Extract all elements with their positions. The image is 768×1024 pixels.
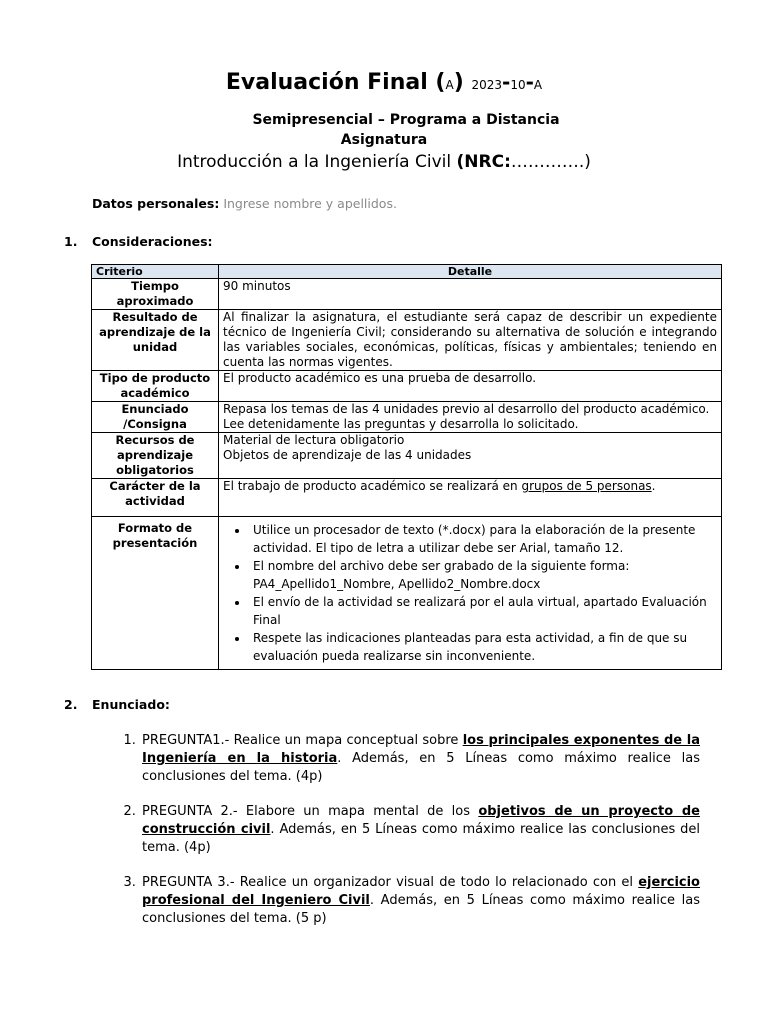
table-row [92,479,722,517]
detalle-cell [219,433,722,479]
detalle-text: . [651,479,656,493]
table-row [92,310,722,371]
nrc-label: (NRC: [456,152,511,172]
criterio-cell: Tipo de producto académico [92,371,219,402]
list-item: • Respete las indicaciones planteadas para esta actividad, a fin de que su evaluación pueda realizarse sin inconveniente. [249,629,717,665]
detalle-cell [219,402,722,433]
question-text: . Además, en 5 Líneas como máximo realice las conclusiones del tema. (4p) [142,822,700,855]
title-variant: A [445,78,454,92]
title-separator: - [525,70,534,94]
course-title [0,152,768,172]
section-title: Enunciado: [92,697,170,712]
column-header-detalle: Detalle [219,265,722,279]
detalle-line: Objetos de aprendizaje de las 4 unidades [223,448,472,462]
question-item [140,732,700,786]
detalle-cell [219,479,722,517]
title-main: Evaluación Final ( [225,70,446,95]
detalle-cell: Al finalizar la asignatura, el estudiante será capaz de describir un expediente técnico de Ingeniería Civil; considerando su alternativa de solución e integrando las variables sociales, económicas, políticas, físicas y ambientales; teniendo en cuenta las normas vigentes. [219,310,722,371]
question-text: PREGUNTA 3.- Realice un organizador visual de todo lo relacionado con el [142,875,639,890]
question-topic: ejercicio profesional del Ingeniero Civil [142,875,700,908]
title-separator: - [502,70,511,94]
title-cycle: 10 [510,78,526,92]
column-header-criterio: Criterio [92,265,219,279]
list-item: • El envío de la actividad se realizará por el aula virtual, apartado Evaluación Final [249,593,717,629]
detalle-line: Lee detenidamente las preguntas y desarrolla lo solicitado. [223,417,579,431]
section-number: 1. [64,234,78,249]
question-text: . Además, en 5 Líneas como máximo realice las conclusiones del tema. (5 p) [142,893,701,926]
question-text: PREGUNTA1.- Realice un mapa conceptual sobre [142,733,463,748]
criterio-cell: Enunciado /Consigna [92,402,219,433]
personal-data-label: Datos personales: [92,196,220,211]
criterio-cell: Formato de presentación [92,517,219,670]
course-name: Introducción a la Ingeniería Civil [177,152,452,172]
list-item: • Utilice un procesador de texto (*.docx) para la elaboración de la presente actividad. El tipo de letra a utilizar debe ser Arial, tamaño 12. [249,521,717,557]
question-topic: los principales exponentes de la Ingeniería en la historia [142,733,700,766]
question-item [140,874,700,928]
format-list [223,521,717,665]
title-suffix: A [533,78,543,92]
detalle-line: Repasa los temas de las 4 unidades previo al desarrollo del producto académico. [223,402,710,416]
question-topic: objetivos de un proyecto de construcción civil [142,804,700,837]
list-item: • El nombre del archivo debe ser grabado de la siguiente forma: PA4_Apellido1_Nombre, Apellido2_Nombre.docx [249,557,717,593]
program-subtitle: Semipresencial – Programa a Distancia [252,112,560,128]
detalle-underlined: grupos de 5 personas [521,479,652,493]
asignatura-label: Asignatura [340,132,428,148]
nrc-value: ………….) [510,152,591,172]
detalle-cell [219,517,722,670]
questions-list [116,732,700,945]
criterio-cell: Resultado de aprendizaje de la unidad [92,310,219,371]
question-text: . Además, en 5 Líneas como máximo realice las conclusiones del tema. (4p) [142,751,701,784]
question-text: PREGUNTA 2.- Elabore un mapa mental de los [142,804,479,819]
title-year: 2023 [471,78,502,92]
table-row [92,433,722,479]
table-row [92,279,722,310]
detalle-line: Material de lectura obligatorio [223,433,405,447]
detalle-text: El trabajo de producto académico se realizará en [223,479,522,493]
name-input-placeholder[interactable]: Ingrese nombre y apellidos. [223,196,397,211]
question-item [140,803,700,857]
title-close: ) [453,70,464,95]
table-header-row [92,265,722,279]
criteria-table [91,264,722,670]
criterio-cell: Tiempo aproximado [92,279,219,310]
section-title: Consideraciones: [92,234,213,249]
detalle-cell: El producto académico es una prueba de desarrollo. [219,371,722,402]
section-number: 2. [64,697,78,712]
page-title [0,70,768,95]
table-row [92,517,722,670]
personal-data [92,196,397,211]
table-row [92,402,722,433]
criterio-cell: Carácter de la actividad [92,479,219,517]
criterio-cell: Recursos de aprendizaje obligatorios [92,433,219,479]
table-row [92,371,722,402]
detalle-cell: 90 minutos [219,279,722,310]
